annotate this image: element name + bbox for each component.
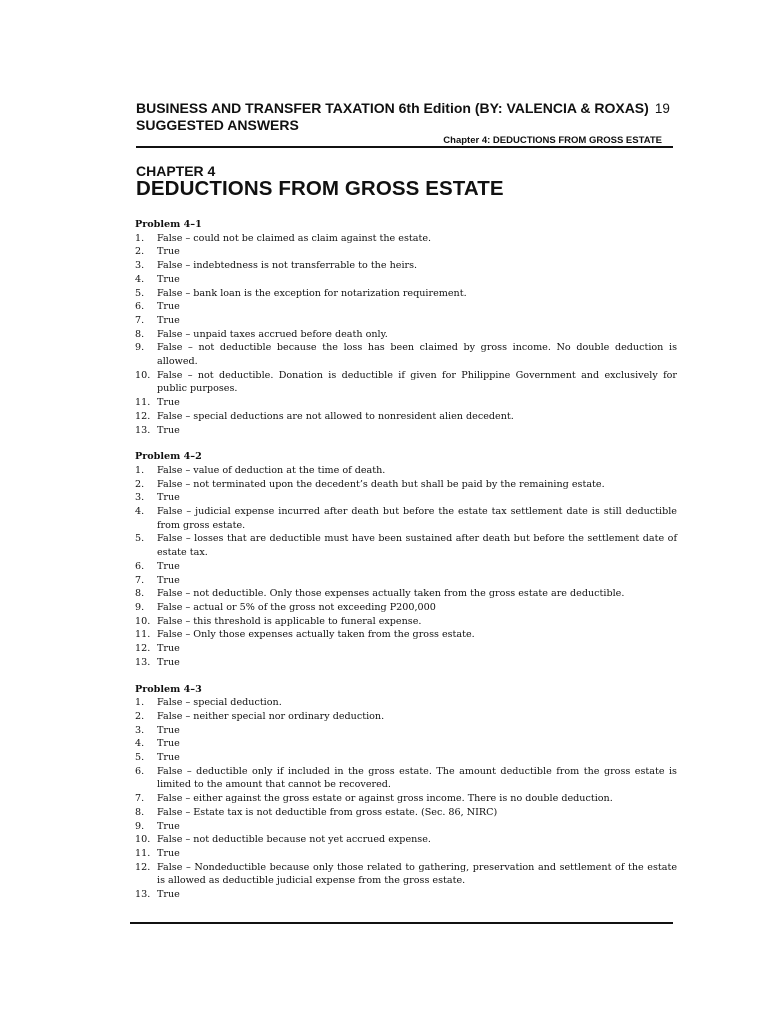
- chapter-title: DEDUCTIONS FROM GROSS ESTATE: [136, 177, 504, 200]
- answer-text: True: [157, 643, 180, 655]
- answer-number: 2.: [135, 478, 145, 490]
- header-title-line: [136, 100, 676, 117]
- answer-number: 11.: [135, 397, 151, 409]
- answer-item: [135, 724, 677, 738]
- answer-number: 10.: [135, 615, 151, 627]
- problem-section: [135, 683, 677, 902]
- answer-number: 5.: [135, 533, 145, 545]
- answer-text: False – not deductible. Only those expenses actually taken from the gross estate are deductible.: [157, 588, 625, 600]
- answer-item: [135, 314, 677, 328]
- answer-text: False – judicial expense incurred after death but before the estate tax settlement date is still deductible from gross estate.: [157, 506, 677, 531]
- answer-item: [135, 656, 677, 670]
- answer-item: [135, 615, 677, 629]
- answer-number: 4.: [135, 273, 145, 285]
- answer-item: [135, 806, 677, 820]
- answer-text: True: [157, 246, 180, 258]
- answer-number: 1.: [135, 232, 145, 244]
- answer-item: [135, 574, 677, 588]
- answer-list: [135, 696, 677, 902]
- answer-text: True: [157, 424, 180, 436]
- answer-number: 3.: [135, 492, 145, 504]
- answer-item: [135, 464, 677, 478]
- answer-text: True: [157, 889, 180, 901]
- answer-item: [135, 833, 677, 847]
- answer-number: 11.: [135, 847, 151, 859]
- answer-number: 8.: [135, 328, 145, 340]
- answer-text: True: [157, 847, 180, 859]
- answer-item: [135, 888, 677, 902]
- answer-item: [135, 410, 677, 424]
- answer-number: 6.: [135, 301, 145, 313]
- page-number: 19: [654, 101, 670, 116]
- answer-item: [135, 505, 677, 532]
- answer-number: 9.: [135, 342, 145, 354]
- answer-item: [135, 300, 677, 314]
- answer-number: 13.: [135, 889, 151, 901]
- answer-text: False – value of deduction at the time of death.: [157, 464, 386, 476]
- answer-item: [135, 751, 677, 765]
- answer-text: False – Estate tax is not deductible from gross estate. (Sec. 86, NIRC): [157, 806, 498, 818]
- answer-item: [135, 287, 677, 301]
- problem-title: Problem 4–2: [135, 451, 202, 463]
- problem-title: Problem 4–3: [135, 683, 202, 695]
- answer-text: True: [157, 752, 180, 764]
- answer-item: [135, 820, 677, 834]
- answer-item: [135, 478, 677, 492]
- answer-text: False – neither special nor ordinary deduction.: [157, 710, 385, 722]
- book-title: BUSINESS AND TRANSFER TAXATION 6th Edition (BY: VALENCIA & ROXAS): [136, 100, 649, 116]
- answer-number: 4.: [135, 738, 145, 750]
- answer-number: 4.: [135, 506, 145, 518]
- answer-item: [135, 792, 677, 806]
- answer-text: False – not terminated upon the decedent’s death but shall be paid by the remaining estate.: [157, 478, 605, 490]
- answer-text: False – could not be claimed as claim against the estate.: [157, 232, 432, 244]
- answer-text: True: [157, 397, 180, 409]
- answer-item: [135, 273, 677, 287]
- answer-text: True: [157, 724, 180, 736]
- answer-text: False – losses that are deductible must have been sustained after death but before the settlement date of estate tax.: [157, 533, 677, 559]
- answer-number: 9.: [135, 820, 145, 832]
- answer-item: [135, 847, 677, 861]
- answer-number: 5.: [135, 752, 145, 764]
- answer-item: [135, 491, 677, 505]
- answer-number: 13.: [135, 424, 151, 436]
- answer-item: [135, 259, 677, 273]
- header-chapter-ref: Chapter 4: DEDUCTIONS FROM GROSS ESTATE: [443, 135, 662, 146]
- answer-number: 7.: [135, 314, 145, 326]
- answer-number: 10.: [135, 369, 151, 381]
- answer-text: True: [157, 314, 180, 326]
- answer-item: [135, 601, 677, 615]
- answer-item: [135, 424, 677, 438]
- answer-text: False – this threshold is applicable to funeral expense.: [157, 615, 422, 627]
- answer-number: 5.: [135, 287, 145, 299]
- answer-item: [135, 532, 677, 559]
- answer-text: True: [157, 560, 180, 572]
- answer-text: True: [157, 656, 180, 668]
- chapter-label: CHAPTER 4: [136, 163, 216, 179]
- answer-number: 11.: [135, 629, 151, 641]
- answer-number: 7.: [135, 574, 145, 586]
- answer-item: [135, 628, 677, 642]
- answer-text: False – indebtedness is not transferrable to the heirs.: [157, 260, 418, 272]
- answer-item: [135, 710, 677, 724]
- answer-item: [135, 587, 677, 601]
- answer-number: 1.: [135, 464, 145, 476]
- answer-number: 8.: [135, 806, 145, 818]
- answer-number: 2.: [135, 710, 145, 722]
- answer-text: False – unpaid taxes accrued before death only.: [157, 328, 388, 340]
- answer-item: [135, 560, 677, 574]
- answer-text: True: [157, 820, 180, 832]
- answer-text: True: [157, 574, 180, 586]
- answer-item: [135, 765, 677, 792]
- answer-item: [135, 341, 677, 368]
- answer-text: False – Nondeductible because only those related to gathering, preservation and settlement of the estate is allowed as deductible judicial expense from the gross estate.: [157, 861, 677, 887]
- answer-text: False – special deductions are not allowed to nonresident alien decedent.: [157, 410, 514, 422]
- answer-text: False – either against the gross estate or against gross income. There is no double deduction.: [157, 793, 613, 805]
- answer-text: True: [157, 492, 180, 504]
- answer-text: False – Only those expenses actually taken from the gross estate.: [157, 629, 475, 641]
- answer-text: False – special deduction.: [157, 697, 282, 709]
- answer-number: 10.: [135, 834, 151, 846]
- answer-number: 3.: [135, 724, 145, 736]
- answer-text: True: [157, 738, 180, 750]
- problem-section: [135, 218, 677, 437]
- answer-item: [135, 696, 677, 710]
- answer-text: True: [157, 273, 180, 285]
- answer-number: 7.: [135, 793, 145, 805]
- answer-number: 12.: [135, 643, 151, 655]
- answer-item: [135, 245, 677, 259]
- problem-section: [135, 450, 677, 669]
- answers-content: [135, 218, 677, 915]
- answer-number: 3.: [135, 260, 145, 272]
- answer-number: 6.: [135, 560, 145, 572]
- answer-number: 12.: [135, 861, 151, 873]
- answer-item: [135, 642, 677, 656]
- answer-text: False – not deductible. Donation is deductible if given for Philippine Government and exclusively for public purposes.: [157, 369, 677, 395]
- answer-text: False – not deductible because the loss has been claimed by gross income. No double deduction is allowed.: [157, 342, 677, 368]
- problem-title: Problem 4–1: [135, 219, 202, 230]
- answer-text: False – deductible only if included in the gross estate. The amount deductible from the gross estate is limited to the amount that cannot be recovered.: [157, 765, 677, 791]
- page-header: [136, 100, 676, 146]
- answer-number: 2.: [135, 246, 145, 258]
- answer-item: [135, 232, 677, 246]
- answer-number: 6.: [135, 765, 145, 777]
- answer-number: 13.: [135, 656, 151, 668]
- footer-rule: [130, 922, 673, 924]
- answer-text: False – actual or 5% of the gross not exceeding P200,000: [157, 601, 436, 613]
- answer-number: 12.: [135, 410, 151, 422]
- header-rule: [136, 146, 673, 148]
- answer-item: [135, 396, 677, 410]
- answer-list: [135, 464, 677, 670]
- answer-number: 9.: [135, 601, 145, 613]
- answer-item: [135, 737, 677, 751]
- answer-text: False – not deductible because not yet accrued expense.: [157, 834, 431, 846]
- answer-text: True: [157, 301, 180, 313]
- answer-list: [135, 232, 677, 438]
- answer-item: [135, 369, 677, 396]
- answer-number: 1.: [135, 697, 145, 709]
- answer-item: [135, 328, 677, 342]
- header-subtitle: SUGGESTED ANSWERS: [136, 117, 299, 133]
- answer-number: 8.: [135, 588, 145, 600]
- answer-item: [135, 861, 677, 888]
- answer-text: False – bank loan is the exception for notarization requirement.: [157, 287, 467, 299]
